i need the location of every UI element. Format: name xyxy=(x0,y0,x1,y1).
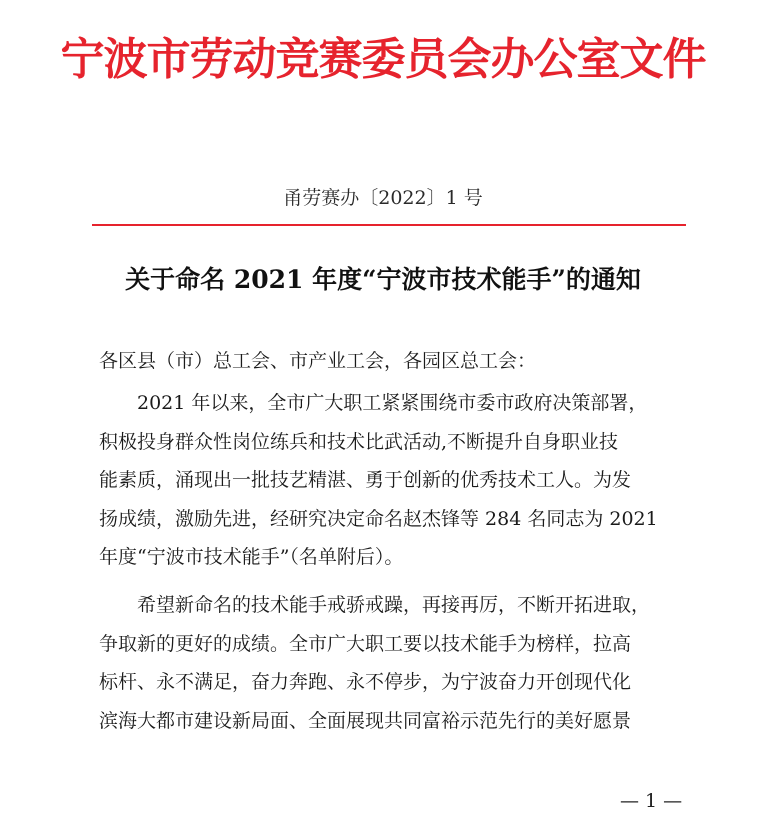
paragraph-line: 争取新的更好的成绩。全市广大职工要以技术能手为榜样，拉高 xyxy=(99,632,632,655)
salutation: 各区县（市）总工会、市产业工会，各园区总工会： xyxy=(99,350,537,372)
paragraph-line: 滨海大都市建设新局面、全面展现共同富裕示范先行的美好愿景 xyxy=(99,709,632,732)
paragraph-line: 标杆、永不满足，奋力奔跑、永不停步，为宁波奋力开创现代化 xyxy=(99,671,632,693)
paragraph-line: 能素质，涌现出一批技艺精湛、勇于创新的优秀技术工人。为发 xyxy=(99,469,632,491)
page-number: — 1 — xyxy=(620,790,683,812)
red-divider-line xyxy=(92,224,686,226)
paragraph-line: 希望新命名的技术能手戒骄戒躁，再接再厉，不断开拓进取， xyxy=(137,594,651,616)
document-header-title: 宁波市劳动竞赛委员会办公室文件 xyxy=(60,34,706,85)
document-number: 甬劳赛办〔2022〕1 号 xyxy=(283,187,483,209)
paragraph-line: 年度“宁波市技术能手”（名单附后）。 xyxy=(99,546,404,568)
paragraph-line: 2021 年以来，全市广大职工紧紧围绕市委市政府决策部署， xyxy=(137,392,648,414)
paragraph-line: 扬成绩，激励先进，经研究决定命名赵杰锋等 284 名同志为 2021 xyxy=(99,507,658,530)
body-paragraph-2 xyxy=(99,586,687,740)
body-paragraph-1 xyxy=(99,384,687,577)
paragraph-line: 积极投身群众性岗位练兵和技术比武活动,不断提升自身职业技 xyxy=(99,430,619,453)
notice-title: 关于命名 2021 年度“宁波市技术能手”的通知 xyxy=(125,265,641,294)
